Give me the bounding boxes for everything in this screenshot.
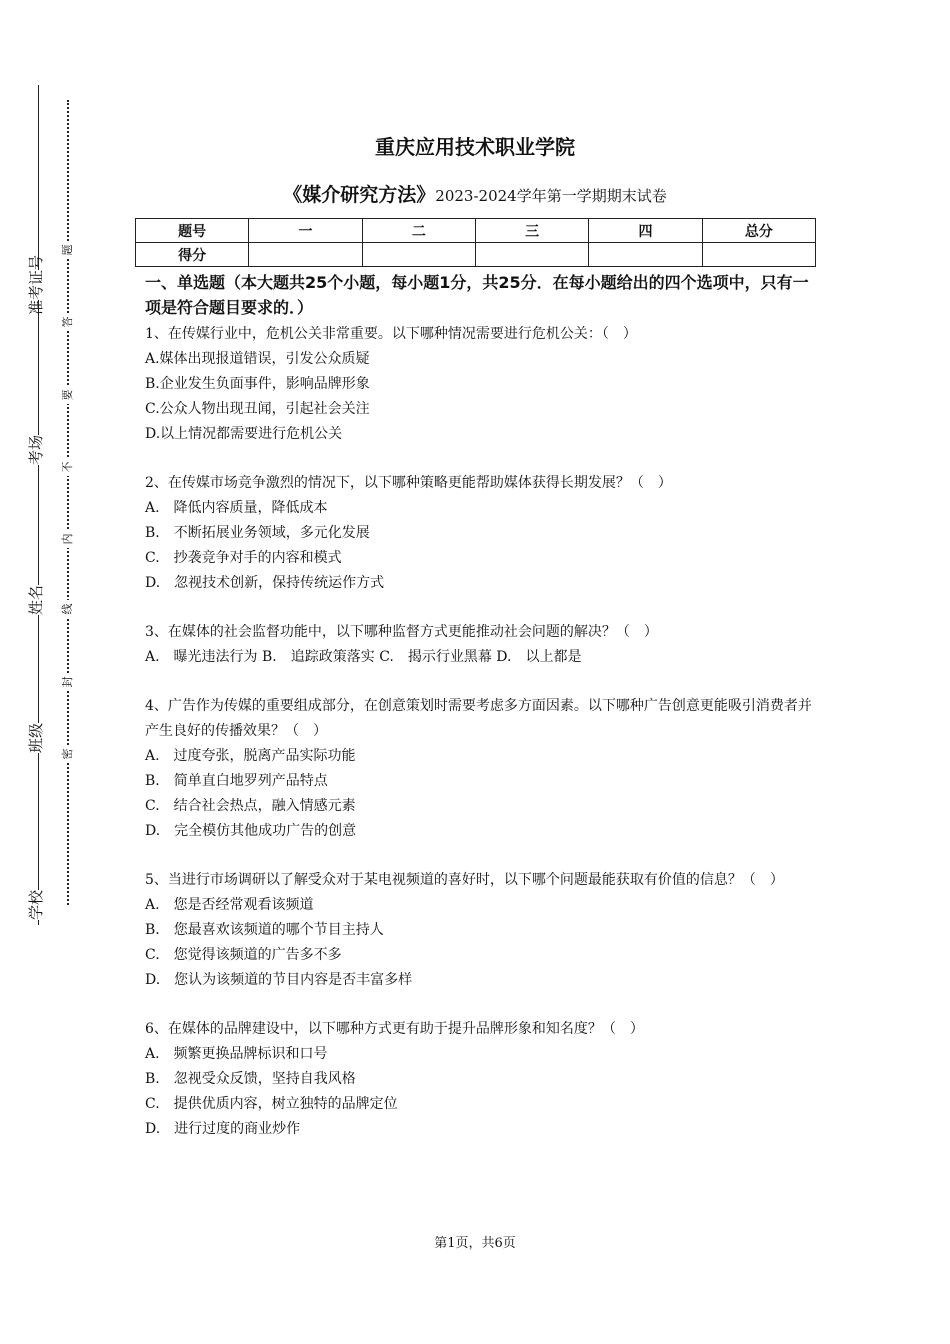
question-option: A. 降低内容质量，降低成本 [145,500,328,516]
score-cell: 题号 [136,219,249,243]
exam-info: 2023-2024学年第一学期期末试卷 [435,187,667,205]
seal-char: 要 [58,386,76,404]
question-stem: 2、在传媒市场竞争激烈的情况下，以下哪种策略更能帮助媒体获得长期发展？（ ） [145,475,672,491]
question-option: D. 进行过度的商业炒作 [145,1121,301,1137]
score-cell: 总分 [702,219,815,243]
question-option: A. 您是否经常观看该频道 [145,897,314,913]
seal-char: 答 [58,313,76,331]
question-option: B. 忽视受众反馈，坚持自我风格 [145,1071,356,1087]
seal-char: 密 [58,745,76,763]
field-name-label: 姓名 [5,585,65,615]
score-cell: 三 [475,219,588,243]
score-table [135,218,816,267]
question-option: D.以上情况都需要进行危机公关 [145,426,343,442]
score-cell: 得分 [136,243,249,267]
field-class-label: 班级 [5,723,65,753]
question-stem: 5、当进行市场调研以了解受众对于某电视频道的喜好时，以下哪个问题最能获取有价值的信息？（ ） [145,872,784,888]
question-item [145,1017,815,1142]
score-blank-cell [362,243,475,267]
question-option: D. 忽视技术创新，保持传统运作方式 [145,575,385,591]
question-option: B. 您最喜欢该频道的哪个节目主持人 [145,922,384,938]
question-option: A. 过度夸张，脱离产品实际功能 [145,748,356,764]
score-blank-cell [702,243,815,267]
page-footer: 第1页，共6页 [434,1236,516,1251]
question-option: C. 您觉得该频道的广告多不多 [145,947,342,963]
score-table-score-row [136,243,816,267]
seal-char: 题 [58,241,76,259]
question-option: A. 曝光违法行为 B. 追踪政策落实 C. 揭示行业黑幕 D. 以上都是 [145,649,582,665]
question-option: C. 提供优质内容，树立独特的品牌定位 [145,1096,398,1112]
school-name: 重庆应用技术职业学院 [375,135,575,159]
question-option: D. 完全模仿其他成功广告的创意 [145,823,357,839]
seal-char: 内 [58,530,76,548]
seal-char: 不 [58,458,76,476]
seal-char: 线 [58,600,76,618]
field-exam-room-label: 考场 [5,435,65,465]
field-school-label: 学校 [5,890,65,920]
score-table-header-row [136,219,816,243]
binding-dotted-line [67,100,69,905]
question-option: C. 结合社会热点，融入情感元素 [145,798,356,814]
course-title: 《媒介研究方法》 [283,184,436,206]
question-stem: 3、在媒体的社会监督功能中，以下哪种监督方式更能推动社会问题的解决？（ ） [145,624,658,640]
question-option: C. 抄袭竞争对手的内容和模式 [145,550,342,566]
question-option: A. 频繁更换品牌标识和口号 [145,1046,328,1062]
question-option: B.企业发生负面事件，影响品牌形象 [145,376,370,392]
question-option: D. 您认为该频道的节目内容是否丰富多样 [145,972,413,988]
question-item [145,620,815,670]
field-exam-number-label: 准考证号 [5,270,65,300]
section-heading: 一、单选题（本大题共25个小题，每小题1分，共25分．在每小题给出的四个选项中，只有一项是符合题目要求的．） [145,273,809,317]
score-cell: 一 [249,219,362,243]
score-blank-cell [475,243,588,267]
question-item [145,471,815,596]
question-stem: 1、在传媒行业中，危机公关非常重要。以下哪种情况需要进行危机公关：（ ） [145,326,637,342]
question-stem: 6、在媒体的品牌建设中，以下哪种方式更有助于提升品牌形象和知名度？（ ） [145,1021,644,1037]
question-option: B. 不断拓展业务领域，多元化发展 [145,525,370,541]
binding-solid-line [38,85,39,925]
score-blank-cell [249,243,362,267]
score-cell: 二 [362,219,475,243]
question-item [145,322,815,447]
question-stem: 4、广告作为传媒的重要组成部分，在创意策划时需要考虑多方面因素。以下哪种广告创意更能吸引消费者并产生良好的传播效果？（ ） [145,698,812,739]
seal-char: 封 [58,673,76,691]
exam-title [0,180,950,207]
question-item [145,868,815,993]
question-item [145,694,815,844]
score-cell: 四 [589,219,702,243]
question-list [145,322,815,1142]
question-option: C.公众人物出现丑闻，引起社会关注 [145,401,370,417]
score-blank-cell [589,243,702,267]
question-option: B. 简单直白地罗列产品特点 [145,773,328,789]
question-option: A.媒体出现报道错误，引发公众质疑 [145,351,370,367]
exam-content [145,270,815,1166]
